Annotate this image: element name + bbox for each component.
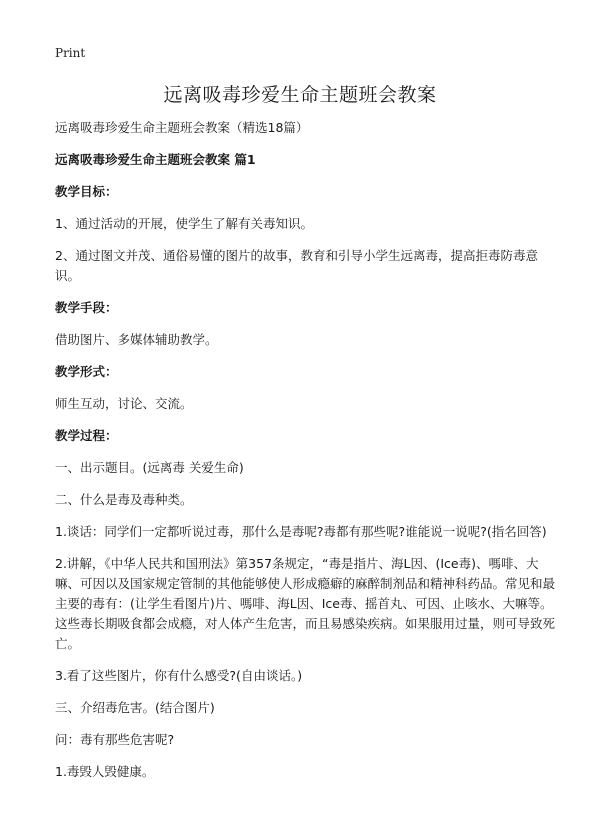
section-heading: 远离吸毒珍爱生命主题班会教案 篇1 xyxy=(55,152,256,167)
section-heading: 教学目标： xyxy=(55,184,118,199)
section-heading: 教学过程： xyxy=(55,428,118,443)
section-heading: 教学手段： xyxy=(55,300,118,315)
paragraph: 一、出示题目。(远离毒 关爱生命) xyxy=(55,460,244,475)
paragraph: 1.毒毁人毁健康。 xyxy=(55,764,155,779)
paragraph: 师生互动，讨论、交流。 xyxy=(55,396,193,411)
paragraph: 二、什么是毒及毒种类。 xyxy=(55,492,193,507)
paragraph: 远离吸毒珍爱生命主题班会教案（精选18篇） xyxy=(55,120,309,135)
document-body xyxy=(55,118,555,794)
print-link[interactable]: Print xyxy=(55,46,86,60)
paragraph: 3.看了这些图片，你有什么感受?(自由谈话。) xyxy=(55,668,303,683)
paragraph: 2.讲解，《中华人民共和国刑法》第357条规定，“毒是指片、海L因、(Ice毒)、嗎啡、大嘛、可因以及国家规定管制的其他能够使人形成瘾癖的麻醉制剂品和精神科药品。常见和最主要的毒有：(让学生看图片)片、嗎啡、海L因、Ice毒、摇首丸、可因、止咳水、大嘛等。这些毒长期吸食都会成瘾，对人体产生危害，而且易感染疾病。如果服用过量，则可导致死亡。 xyxy=(55,556,556,651)
paragraph: 1、通过活动的开展，使学生了解有关毒知识。 xyxy=(55,216,313,231)
paragraph: 2、通过图文并茂、通俗易懂的图片的故事，教育和引导小学生远离毒，提高拒毒防毒意识。 xyxy=(55,248,538,283)
paragraph: 1.谈话：同学们一定都听说过毒，那什么是毒呢?毒都有那些呢?谁能说一说呢?(指名回答) xyxy=(55,524,547,539)
paragraph: 借助图片、多媒体辅助教学。 xyxy=(55,332,218,347)
section-heading: 教学形式： xyxy=(55,364,118,379)
paragraph: 问：毒有那些危害呢? xyxy=(55,732,175,747)
page-title: 远离吸毒珍爱生命主题班会教案 xyxy=(163,84,437,106)
paragraph: 三、介绍毒危害。(结合图片) xyxy=(55,700,215,715)
